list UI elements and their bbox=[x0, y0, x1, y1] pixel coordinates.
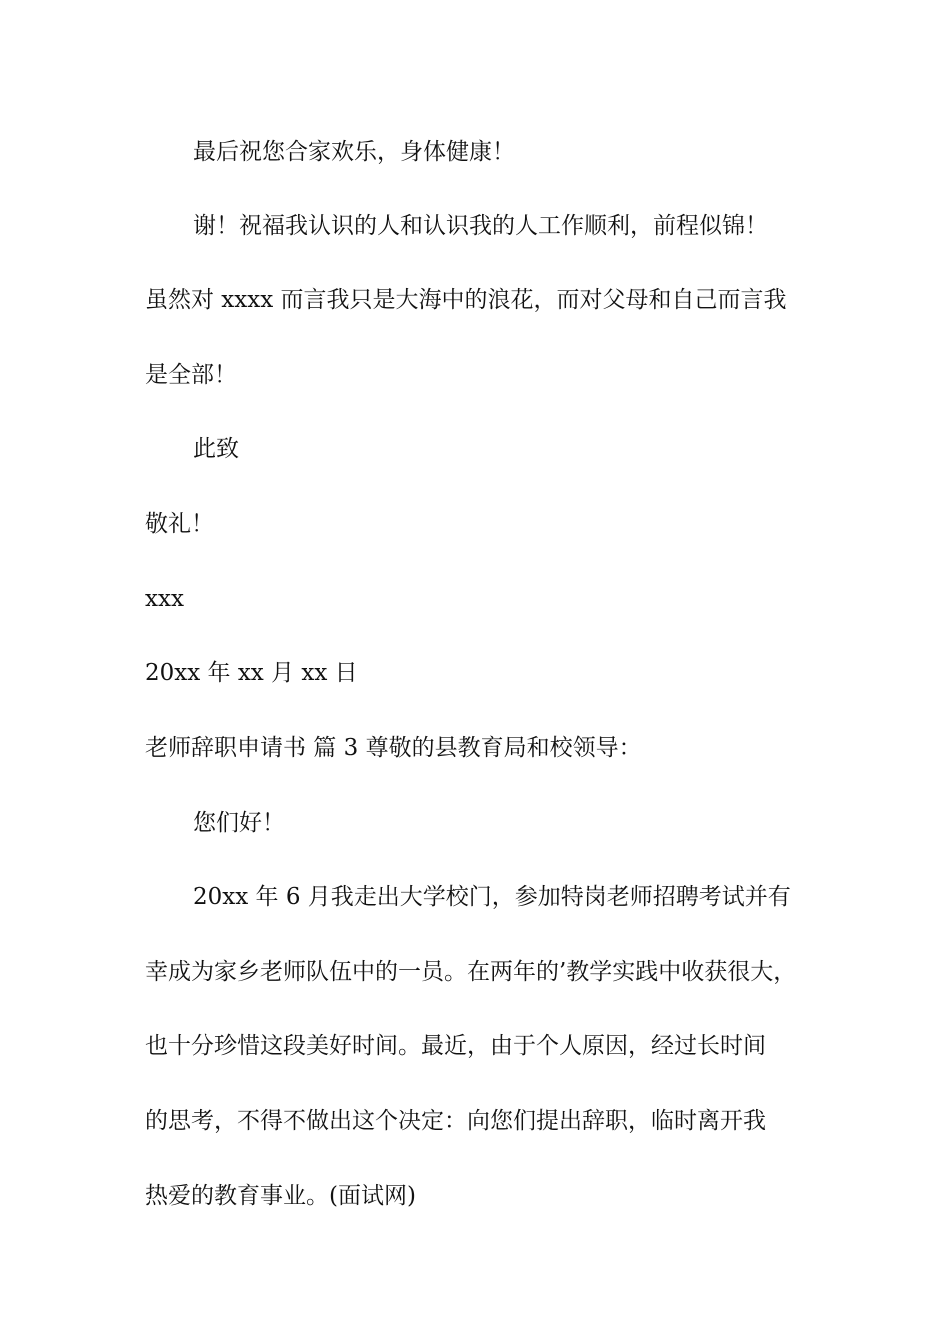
text-line-body-1: 20xx 年 6 月我走出大学校门，参加特岗老师招聘考试并有 bbox=[193, 884, 791, 910]
text-line-thanks: 谢！祝福我认识的人和认识我的人工作顺利，前程似锦！ bbox=[193, 213, 768, 239]
text-line-everything: 是全部！ bbox=[145, 362, 237, 388]
text-line-body-4: 的思考，不得不做出这个决定：向您们提出辞职，临时离开我 bbox=[145, 1108, 766, 1134]
text-line-cizhi: 此致 bbox=[193, 436, 239, 462]
text-line-body-3: 也十分珍惜这段美好时间。最近，由于个人原因，经过长时间 bbox=[145, 1033, 766, 1059]
text-line-greeting: 您们好！ bbox=[193, 810, 285, 836]
text-line-body-5: 热爱的教育事业。(面试网) bbox=[145, 1183, 416, 1209]
text-line-closing-wish: 最后祝您合家欢乐，身体健康！ bbox=[193, 139, 515, 165]
signature-name: xxx bbox=[145, 586, 184, 612]
text-line-wave: 虽然对 xxxx 而言我只是大海中的浪花，而对父母和自己而言我 bbox=[145, 287, 787, 313]
text-line-jingli: 敬礼！ bbox=[145, 511, 214, 537]
signature-date: 20xx 年 xx 月 xx 日 bbox=[145, 660, 358, 686]
section-title-letter-3: 老师辞职申请书 篇 3 尊敬的县教育局和校领导： bbox=[145, 735, 642, 761]
text-line-body-2: 幸成为家乡老师队伍中的一员。在两年的’教学实践中收获很大， bbox=[145, 959, 797, 985]
